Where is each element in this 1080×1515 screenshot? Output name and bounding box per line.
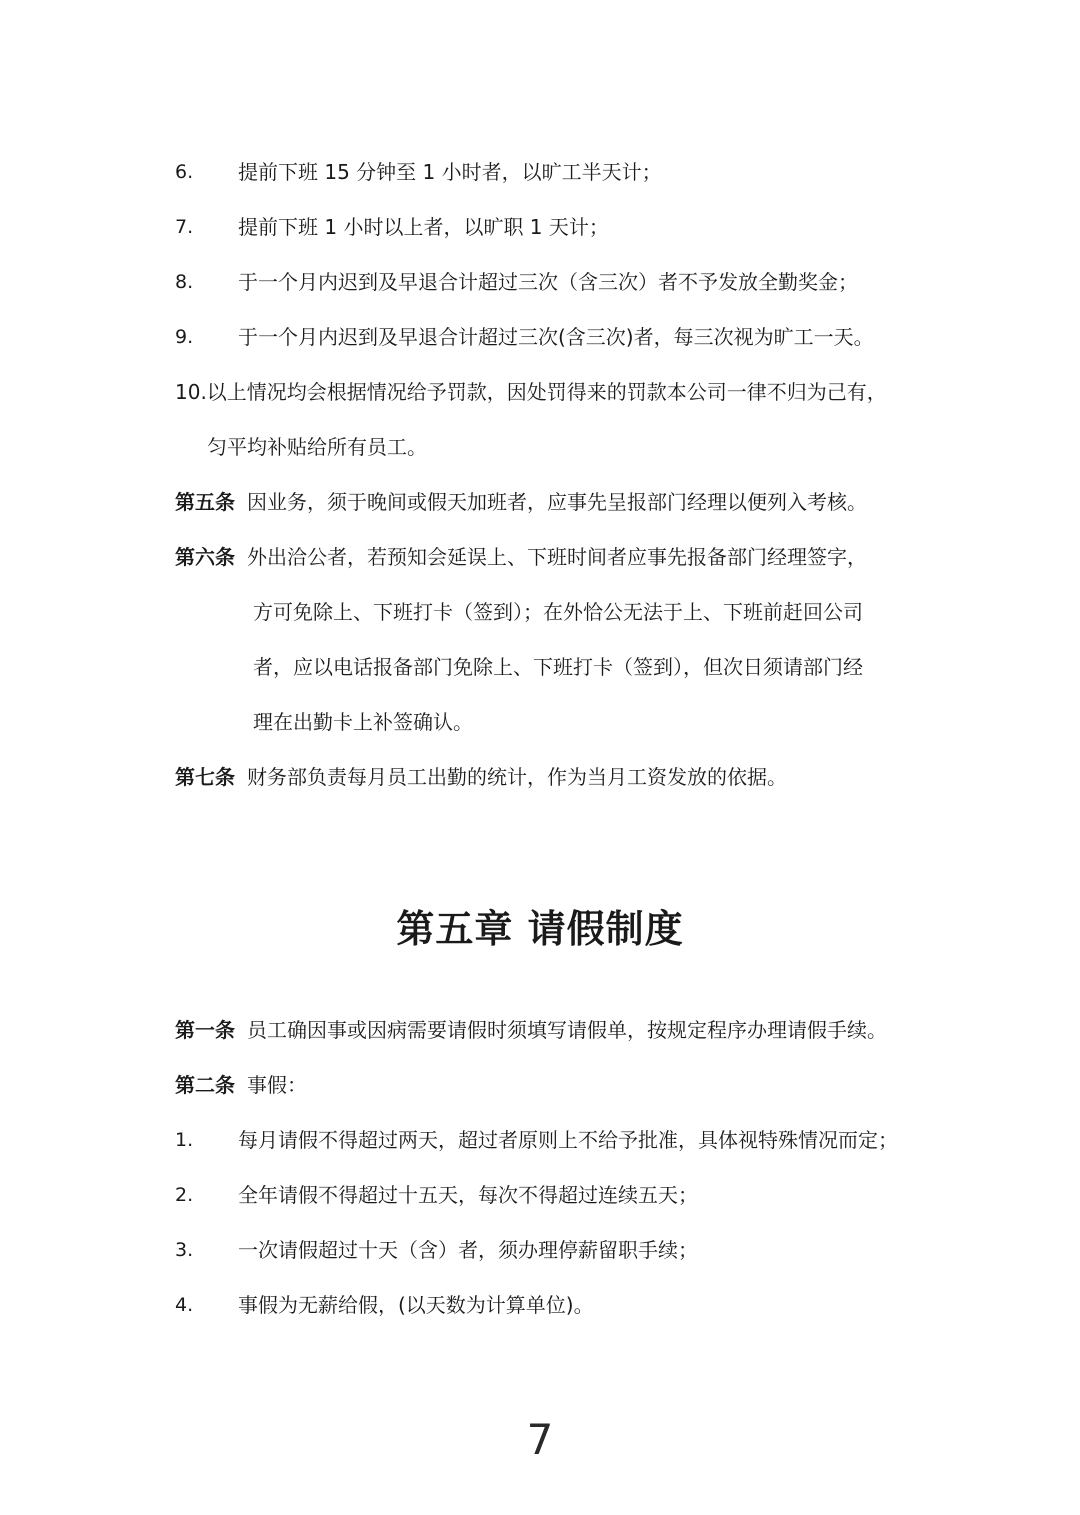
page-number: 7 xyxy=(526,1415,554,1464)
article-text: 财务部负责每月员工出勤的统计，作为当月工资发放的依据。 xyxy=(247,765,787,789)
item-10-line-2: 匀平均补贴给所有员工。 xyxy=(207,435,427,459)
list-item-number: 3. xyxy=(175,1239,194,1261)
list-item-text: 每月请假不得超过两天，超过者原则上不给予批准，具体视特殊情况而定； xyxy=(238,1128,898,1152)
article-text: 事假： xyxy=(247,1073,307,1097)
list-item-number: 2. xyxy=(175,1184,194,1206)
article-label: 第五条 xyxy=(175,490,235,514)
article-6-line-3: 者，应以电话报备部门免除上、下班打卡（签到），但次日须请部门经 xyxy=(253,655,863,679)
list-item-text: 于一个月内迟到及早退合计超过三次（含三次）者不予发放全勤奖金； xyxy=(238,270,858,294)
list-item-number: 9. xyxy=(175,326,194,348)
article-label: 第二条 xyxy=(175,1073,235,1097)
list-item-number: 1. xyxy=(175,1129,194,1151)
article-label: 第六条 xyxy=(175,545,235,569)
chapter-article-2 xyxy=(175,1071,307,1099)
article-label: 第七条 xyxy=(175,765,235,789)
list-item-number: 4. xyxy=(175,1294,194,1316)
article-text: 因业务，须于晚间或假天加班者，应事先呈报部门经理以便列入考核。 xyxy=(247,490,867,514)
list-item-text: 于一个月内迟到及早退合计超过三次(含三次)者，每三次视为旷工一天。 xyxy=(238,325,874,349)
chapter-title: 第五章 请假制度 xyxy=(396,907,684,951)
article-text: 员工确因事或因病需要请假时须填写请假单，按规定程序办理请假手续。 xyxy=(247,1018,887,1042)
list-item-text: 全年请假不得超过十五天，每次不得超过连续五天； xyxy=(238,1183,698,1207)
list-item-number: 8. xyxy=(175,271,194,293)
item-10-line-1: 10.以上情况均会根据情况给予罚款，因处罚得来的罚款本公司一律不归为己有， xyxy=(175,380,887,404)
article-6 xyxy=(175,543,867,571)
article-6-line-2: 方可免除上、下班打卡（签到）；在外恰公无法于上、下班前赶回公司 xyxy=(253,600,863,624)
list-item-text: 一次请假超过十天（含）者，须办理停薪留职手续； xyxy=(238,1238,698,1262)
article-7 xyxy=(175,763,787,791)
list-item-text: 事假为无薪给假，(以天数为计算单位)。 xyxy=(238,1293,594,1317)
list-item-number: 6. xyxy=(175,161,194,183)
chapter-article-1 xyxy=(175,1016,887,1044)
article-6-line-4: 理在出勤卡上补签确认。 xyxy=(253,710,473,734)
article-label: 第一条 xyxy=(175,1018,235,1042)
list-item-number: 7. xyxy=(175,216,194,238)
list-item-text: 提前下班 15 分钟至 1 小时者，以旷工半天计； xyxy=(238,160,662,184)
article-text: 外出洽公者，若预知会延误上、下班时间者应事先报备部门经理签字， xyxy=(247,545,867,569)
list-item-text: 提前下班 1 小时以上者，以旷职 1 天计； xyxy=(238,215,609,239)
article-5 xyxy=(175,488,867,516)
